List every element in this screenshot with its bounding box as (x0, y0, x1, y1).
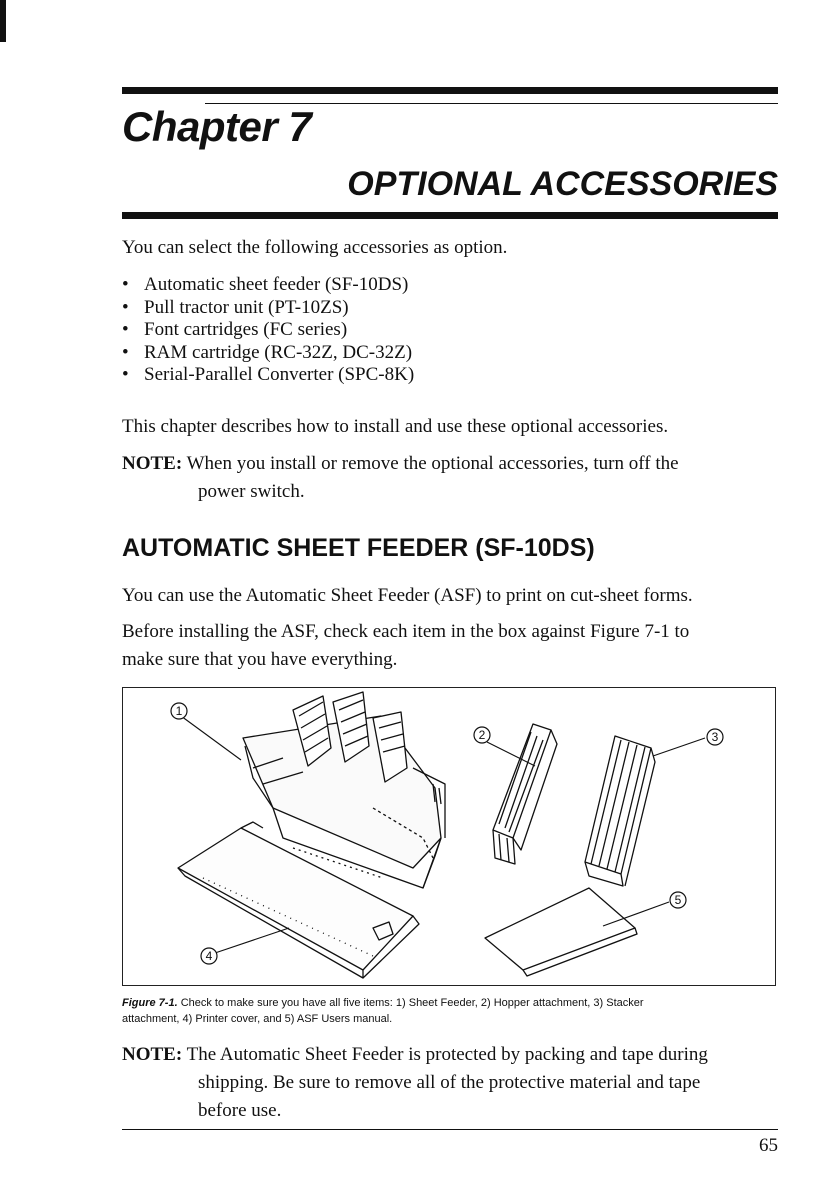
list-item: • Automatic sheet feeder (SF-10DS) (122, 274, 762, 297)
list-item: • Serial-Parallel Converter (SPC-8K) (122, 364, 762, 387)
list-item: • RAM cartridge (RC-32Z, DC-32Z) (122, 342, 762, 365)
scan-edge-mark (0, 0, 6, 42)
figure-caption (122, 995, 782, 1027)
callout-number: 2 (478, 728, 486, 742)
callout-number: 4 (205, 949, 213, 963)
note-label: NOTE: (122, 1044, 183, 1065)
note-text-line1: The Automatic Sheet Feeder is protected by packing and tape during (186, 1044, 708, 1065)
callout-2 (474, 727, 490, 743)
figure-illustration (123, 688, 775, 985)
chapter-bottom-rule (122, 212, 778, 219)
section-para2-line2: make sure that you have everything. (122, 649, 398, 670)
stacker-attachment-drawing (585, 736, 655, 886)
figure-7-1 (122, 687, 776, 986)
callout-number: 5 (674, 893, 682, 907)
list-item: • Font cartridges (FC series) (122, 319, 762, 342)
chapter-title: Chapter 7 (122, 103, 312, 150)
callout-number: 1 (175, 704, 183, 718)
figure-caption-label: Figure 7-1. (122, 997, 178, 1009)
section-para1: You can use the Automatic Sheet Feeder (ASF) to print on cut-sheet forms. (122, 585, 693, 606)
footer-rule (122, 1129, 778, 1130)
section-para2-line1: Before installing the ASF, check each item in the box against Figure 7-1 to (122, 621, 690, 642)
intro-text: You can select the following accessories as option. (122, 237, 508, 258)
section-para2 (122, 618, 778, 674)
callout-5 (670, 892, 686, 908)
note-text-line2: shipping. Be sure to remove all of the protective material and tape (198, 1072, 701, 1093)
callout-number: 3 (711, 730, 719, 744)
chapter-subtitle: OPTIONAL ACCESSORIES (347, 165, 778, 203)
section-heading: AUTOMATIC SHEET FEEDER (SF-10DS) (122, 534, 595, 562)
shipping-note (122, 1041, 778, 1125)
asf-manual-drawing (485, 888, 637, 976)
list-item: • Pull tractor unit (PT-10ZS) (122, 297, 762, 320)
figure-caption-line2: attachment, 4) Printer cover, and 5) ASF Users manual. (122, 1013, 393, 1025)
note-label: NOTE: (122, 453, 183, 474)
chapter-top-rule (122, 87, 778, 94)
callout-3 (707, 729, 723, 745)
hopper-attachment-drawing (493, 724, 557, 864)
accessory-list (122, 274, 762, 387)
power-switch-note (122, 450, 778, 506)
note-text-line2: power switch. (198, 481, 305, 502)
note-text-line3: before use. (198, 1100, 282, 1121)
page-number: 65 (759, 1135, 778, 1156)
callout-4 (201, 948, 217, 964)
chapter-description: This chapter describes how to install and use these optional accessories. (122, 416, 669, 437)
figure-caption-line1: Check to make sure you have all five items: 1) Sheet Feeder, 2) Hopper attachment, 3) Stacker (180, 997, 644, 1009)
note-text-line1: When you install or remove the optional accessories, turn off the (186, 453, 679, 474)
callout-1 (171, 703, 187, 719)
